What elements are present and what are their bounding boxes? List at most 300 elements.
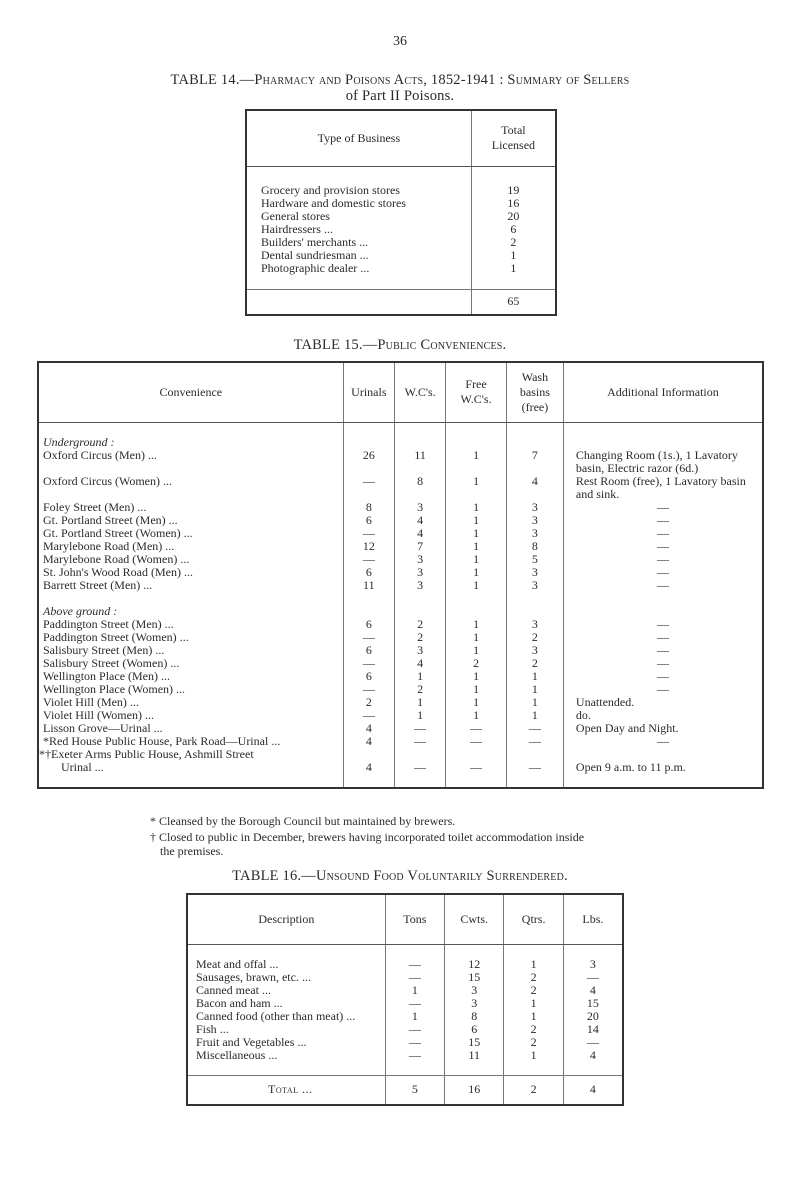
table15-info: Changing Room (1s.), 1 Lavatory basin, Electric razor (6d.) [563,449,763,475]
table15-info: — [563,553,763,566]
table16-cwts: 6 [444,1023,504,1036]
spacer-cell [506,774,563,788]
spacer-row [187,944,623,958]
table15-wcs: — [395,761,446,774]
table15-urinals: 6 [343,644,395,657]
table15-free-wcs: 1 [446,670,507,683]
table14-row [246,262,556,275]
table15-wash-basins: 3 [506,566,563,579]
table16-row [187,971,623,984]
spacer-cell [563,1062,623,1076]
table16-qtrs: 2 [504,1036,563,1049]
table16-tons: — [385,971,444,984]
table15-wash-basins: 3 [506,644,563,657]
table15-section-row [38,436,763,449]
table16-row [187,984,623,997]
table15-info: — [563,735,763,748]
table16-row [187,1049,623,1062]
table16-total-label: Total ... [187,1075,385,1105]
table15-convenience-line1: *†Exeter Arms Public House, Ashmill Street [38,748,343,761]
table15-convenience: Salisbury Street (Men) ... [38,644,343,657]
table15 [37,361,764,789]
table15-free-wcs: 1 [446,618,507,631]
spacer-row [38,422,763,436]
table15-info: — [563,527,763,540]
table15-convenience: Paddington Street (Women) ... [38,631,343,644]
table16-qtrs: 2 [504,971,563,984]
table15-free-wcs: 1 [446,449,507,475]
table16-tons: — [385,1036,444,1049]
table15-row [38,644,763,657]
table15-urinals: — [343,631,395,644]
table15-wash-basins: 1 [506,696,563,709]
table15-urinals: 2 [343,696,395,709]
table16-tons: — [385,1023,444,1036]
table15-section-row [38,605,763,618]
table15-urinals: — [343,527,395,540]
table15-footnote-2-line2: the premises. [160,844,224,858]
table15-wcs: 2 [395,631,446,644]
table16-description: Meat and offal ... [187,958,385,971]
table15-empty [343,605,395,618]
table15-wash-basins: 3 [506,618,563,631]
table15-info: — [563,644,763,657]
table15-row [38,566,763,579]
spacer-cell [504,944,563,958]
table15-info: — [563,579,763,592]
table15-urinals: — [343,553,395,566]
table16-description: Miscellaneous ... [187,1049,385,1062]
table15-wcs: 2 [395,683,446,696]
table14-grand-total-row [246,289,556,315]
table16-cwts: 15 [444,971,504,984]
table15-convenience: Oxford Circus (Women) ... [38,475,343,501]
table15-wash-basins: 3 [506,514,563,527]
table15-urinals: 6 [343,618,395,631]
table16-total-row [187,1075,623,1105]
table15-info: — [563,540,763,553]
table15-free-wcs: 1 [446,644,507,657]
table15-wash-basins: 5 [506,553,563,566]
table15-info: Open Day and Night. [563,722,763,735]
table15-urinals: 6 [343,514,395,527]
table15-wash-basins: — [506,761,563,774]
table15-row [38,527,763,540]
table15-row [38,670,763,683]
table15-info: — [563,501,763,514]
table15-footnote-2-line1: † Closed to public in December, brewers having incorporated toilet accommodation inside [150,830,585,844]
spacer-cell [446,422,507,436]
table15-free-wcs: 1 [446,579,507,592]
table16-cwts: 3 [444,997,504,1010]
table15-row [38,722,763,735]
table15-row [38,631,763,644]
table14-total: 1 [471,249,556,262]
table15-wash-basins: 3 [506,579,563,592]
table15-row [38,501,763,514]
table15-convenience: Marylebone Road (Women) ... [38,553,343,566]
spacer-cell [38,592,343,605]
table15-row [38,709,763,722]
table16-row [187,1023,623,1036]
table15-empty [506,605,563,618]
table15-free-wcs: 1 [446,683,507,696]
table15-wash-basins: — [506,722,563,735]
table16-qtrs: 2 [504,984,563,997]
table16-lbs: 4 [563,1049,623,1062]
table14-grand-total: 65 [471,289,556,315]
table16-header-lbs: Lbs. [563,894,623,944]
table15-convenience: Paddington Street (Men) ... [38,618,343,631]
table15-free-wcs: 1 [446,631,507,644]
table15-empty [395,436,446,449]
table15-wcs: 3 [395,644,446,657]
table15-convenience: Barrett Street (Men) ... [38,579,343,592]
table16-cwts: 3 [444,984,504,997]
table15-urinals: 6 [343,566,395,579]
table15-row [38,657,763,670]
table15-wash-basins: 4 [506,475,563,501]
table15-wcs: 3 [395,501,446,514]
table15-wcs: 4 [395,657,446,670]
table15-info: — [563,657,763,670]
table15-info: — [563,514,763,527]
table16-title-prefix: TABLE 16.— [232,868,316,884]
table15-convenience: Violet Hill (Women) ... [38,709,343,722]
table15-header-info: Additional Information [563,362,763,422]
spacer-cell [385,1062,444,1076]
table15-empty [563,748,763,761]
table15-wash-basins: 1 [506,683,563,696]
table14-title-prefix: TABLE 14.— [170,72,255,88]
table16-tons: 1 [385,1010,444,1023]
spacer-cell [563,944,623,958]
table14-total: 2 [471,236,556,249]
table16-lbs: 20 [563,1010,623,1023]
spacer-cell [563,774,763,788]
table15-wcs: 3 [395,566,446,579]
table16-cwts: 8 [444,1010,504,1023]
spacer-cell [187,944,385,958]
table16-cwts: 11 [444,1049,504,1062]
table16-header-description: Description [187,894,385,944]
table15-convenience: Wellington Place (Women) ... [38,683,343,696]
table15-title-main: Public Conveniences. [377,337,507,353]
table15-free-wcs: 1 [446,514,507,527]
table15-free-wcs: 1 [446,527,507,540]
spacer-cell [563,422,763,436]
table14-type: Photographic dealer ... [246,262,471,275]
spacer-cell [246,275,471,289]
spacer-cell [395,592,446,605]
table14-title-line2: of Part II Poisons. [345,88,455,104]
table15-wcs: — [395,735,446,748]
table16-description: Fruit and Vegetables ... [187,1036,385,1049]
table15-info: Open 9 a.m. to 11 p.m. [563,761,763,774]
table15-info: — [563,566,763,579]
table15-urinals: 12 [343,540,395,553]
table15-wash-basins: 2 [506,657,563,670]
table14-title-main: Pharmacy and Poisons Acts, 1852-1941 : Summary of Sellers [254,72,630,88]
table14-total: 20 [471,210,556,223]
spacer-row [187,1062,623,1076]
table15-header-wcs: W.C's. [395,362,446,422]
table15-footnote-1: * Cleansed by the Borough Council but maintained by brewers. [150,814,456,828]
table15-empty [343,436,395,449]
table15-empty [446,436,507,449]
table15-empty [446,748,507,761]
table16-lbs: 3 [563,958,623,971]
table15-wcs: 1 [395,709,446,722]
table16-lbs: 4 [563,984,623,997]
table15-urinals: 8 [343,501,395,514]
table15-empty [446,605,507,618]
table15-free-wcs: 1 [446,566,507,579]
table15-free-wcs: 1 [446,709,507,722]
table15-info: — [563,618,763,631]
spacer-cell [471,275,556,289]
table14-type: Builders' merchants ... [246,236,471,249]
spacer-cell [38,422,343,436]
table16-caption [0,868,800,885]
table16-description: Fish ... [187,1023,385,1036]
table14-type: Dental sundriesman ... [246,249,471,262]
table16-qtrs: 1 [504,1010,563,1023]
table15-urinals: — [343,657,395,670]
table15-convenience: Gt. Portland Street (Women) ... [38,527,343,540]
table15-wcs: 7 [395,540,446,553]
spacer-row [246,275,556,289]
spacer-row [38,592,763,605]
table15-convenience: Violet Hill (Men) ... [38,696,343,709]
table16-cwts: 15 [444,1036,504,1049]
table16-tons: — [385,997,444,1010]
table14-type: Hardware and domestic stores [246,197,471,210]
spacer-cell [385,944,444,958]
table15-free-wcs: 1 [446,475,507,501]
table15-info: — [563,631,763,644]
table14-total: 19 [471,184,556,197]
table15-empty [506,748,563,761]
spacer-cell [504,1062,563,1076]
table14-total: 1 [471,262,556,275]
spacer-cell [563,592,763,605]
spacer-cell [343,422,395,436]
table15-header-wash-basins: Wash basins (free) [506,362,563,422]
table15-free-wcs: 2 [446,657,507,670]
table15-free-wcs: — [446,735,507,748]
table16-header-cwts: Cwts. [444,894,504,944]
table16-total-cwts: 16 [444,1075,504,1105]
table15-urinals: 4 [343,722,395,735]
table15-convenience-line2: Urinal ... [38,761,343,774]
table15-row [38,540,763,553]
table15-empty [506,436,563,449]
table16-lbs: 14 [563,1023,623,1036]
page-number: 36 [393,34,407,49]
table15-row [38,553,763,566]
table15-wash-basins: 3 [506,527,563,540]
table15-wcs: 1 [395,670,446,683]
spacer-cell [444,944,504,958]
table16-cwts: 12 [444,958,504,971]
table15-empty [395,605,446,618]
table14-total: 6 [471,223,556,236]
table16-row [187,997,623,1010]
table15-convenience: Marylebone Road (Men) ... [38,540,343,553]
table15-info: — [563,683,763,696]
table16 [186,893,624,1106]
table15-urinals: 11 [343,579,395,592]
table15-row [38,683,763,696]
table15-free-wcs: — [446,722,507,735]
table15-row [38,696,763,709]
spacer-cell [38,774,343,788]
table15-wcs: 11 [395,449,446,475]
table14-header-total: Total Licensed [471,110,556,166]
table15-urinals: — [343,475,395,501]
table15-empty [343,748,395,761]
table16-lbs: 15 [563,997,623,1010]
table15-urinals: — [343,709,395,722]
spacer-cell [506,592,563,605]
table15-wash-basins: 7 [506,449,563,475]
table15-info: do. [563,709,763,722]
table16-tons: 1 [385,984,444,997]
table15-row [38,618,763,631]
table14-type: Grocery and provision stores [246,184,471,197]
table16-header-qtrs: Qtrs. [504,894,563,944]
spacer-cell [444,1062,504,1076]
table16-tons: — [385,958,444,971]
table16-qtrs: 1 [504,997,563,1010]
table15-convenience: *Red House Public House, Park Road—Urinal ... [38,735,343,748]
table15-convenience: St. John's Wood Road (Men) ... [38,566,343,579]
table15-section-heading: Above ground : [38,605,343,618]
table15-urinals: 4 [343,761,395,774]
table15-info: Unattended. [563,696,763,709]
table15-wash-basins: 8 [506,540,563,553]
table14-type: General stores [246,210,471,223]
table15-row [38,514,763,527]
table15-convenience: Lisson Grove—Urinal ... [38,722,343,735]
table15-wcs: — [395,722,446,735]
table15-urinals: — [343,683,395,696]
spacer-cell [187,1062,385,1076]
table15-row [38,748,763,761]
table15-row [38,449,763,475]
table16-total-qtrs: 2 [504,1075,563,1105]
spacer-cell [506,422,563,436]
table14-header-type: Type of Business [246,110,471,166]
table16-description: Bacon and ham ... [187,997,385,1010]
table15-wcs: 4 [395,527,446,540]
table15-free-wcs: 1 [446,540,507,553]
table15-wcs: 1 [395,696,446,709]
table16-description: Canned meat ... [187,984,385,997]
table15-empty [395,748,446,761]
table16-tons: — [385,1049,444,1062]
table16-header-tons: Tons [385,894,444,944]
table15-title-prefix: TABLE 15.— [293,337,378,353]
table15-wash-basins: 3 [506,501,563,514]
table15-row [38,761,763,774]
spacer-cell [343,774,395,788]
table15-empty [563,436,763,449]
table15-convenience: Foley Street (Men) ... [38,501,343,514]
table14-grand-total-label [246,289,471,315]
table15-urinals: 26 [343,449,395,475]
table15-header-urinals: Urinals [343,362,395,422]
table15-section-heading: Underground : [38,436,343,449]
table16-total-lbs: 4 [563,1075,623,1105]
table15-free-wcs: 1 [446,696,507,709]
table15-header-convenience: Convenience [38,362,343,422]
table15-free-wcs: 1 [446,553,507,566]
table15-convenience: Gt. Portland Street (Men) ... [38,514,343,527]
table15-convenience: Oxford Circus (Men) ... [38,449,343,475]
spacer-cell [395,422,446,436]
table15-row [38,475,763,501]
table15-wcs: 3 [395,553,446,566]
table15-free-wcs: — [446,761,507,774]
table16-total-tons: 5 [385,1075,444,1105]
table16-description: Sausages, brawn, etc. ... [187,971,385,984]
spacer-cell [446,774,507,788]
table15-urinals: 4 [343,735,395,748]
table15-wcs: 4 [395,514,446,527]
table16-qtrs: 1 [504,1049,563,1062]
table16-qtrs: 2 [504,1023,563,1036]
table15-convenience: Wellington Place (Men) ... [38,670,343,683]
table15-convenience: Salisbury Street (Women) ... [38,657,343,670]
table15-footnote-2 [150,830,584,858]
table15-info: Rest Room (free), 1 Lavatory basin and sink. [563,475,763,501]
spacer-cell [395,774,446,788]
table15-wash-basins: — [506,735,563,748]
table15-caption [0,337,800,354]
table16-lbs: — [563,971,623,984]
table15-wcs: 8 [395,475,446,501]
table15-wash-basins: 2 [506,631,563,644]
table14 [245,109,557,316]
spacer-row [38,774,763,788]
table16-title-main: Unsound Food Voluntarily Surrendered. [315,868,568,884]
table15-row [38,735,763,748]
spacer-cell [446,592,507,605]
table16-row [187,1036,623,1049]
table14-caption [0,72,800,89]
table16-qtrs: 1 [504,958,563,971]
table15-row [38,579,763,592]
table15-header-free-wcs: Free W.C's. [446,362,507,422]
table15-wcs: 3 [395,579,446,592]
table15-wash-basins: 1 [506,709,563,722]
spacer-cell [343,592,395,605]
table14-total: 16 [471,197,556,210]
table15-free-wcs: 1 [446,501,507,514]
table15-urinals: 6 [343,670,395,683]
table16-row [187,958,623,971]
table16-lbs: — [563,1036,623,1049]
table16-row [187,1010,623,1023]
table15-wcs: 2 [395,618,446,631]
table16-description: Canned food (other than meat) ... [187,1010,385,1023]
table15-wash-basins: 1 [506,670,563,683]
table15-empty [563,605,763,618]
table14-type: Hairdressers ... [246,223,471,236]
table15-info: — [563,670,763,683]
